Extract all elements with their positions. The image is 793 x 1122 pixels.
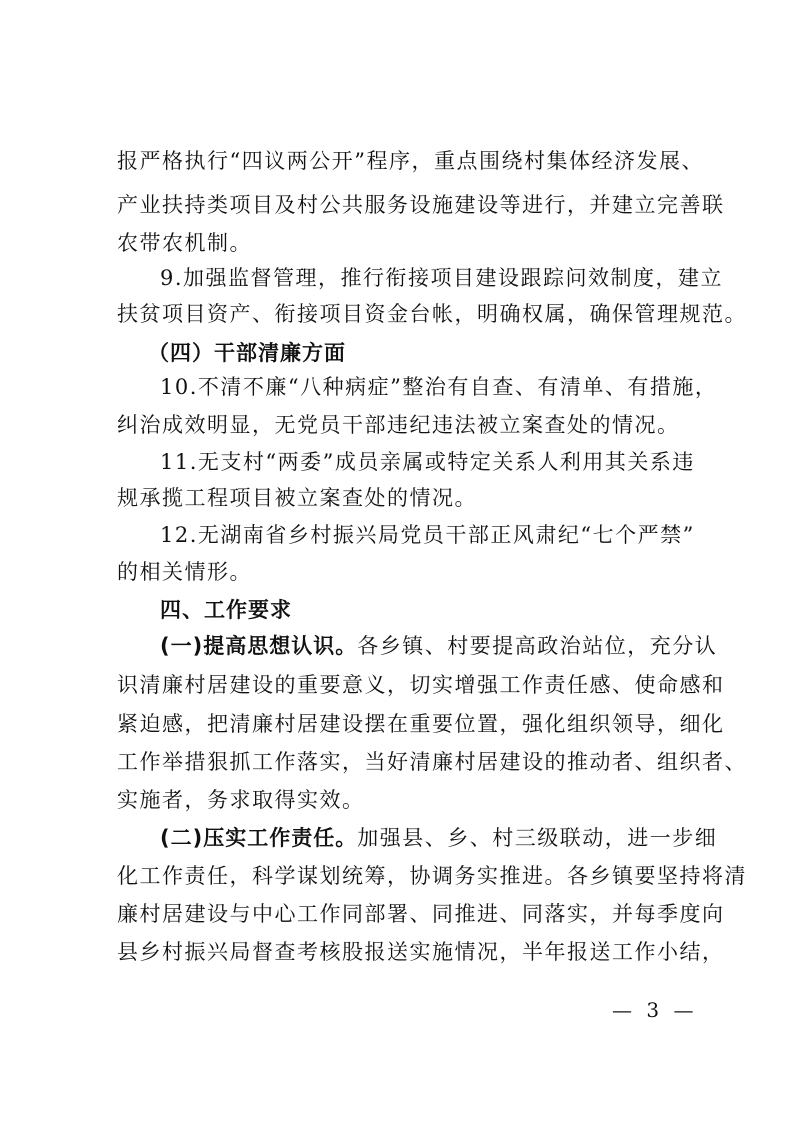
text-line: 的相关情形。	[117, 560, 252, 584]
text-line: 农带农机制。	[117, 231, 252, 255]
text-line: 产业扶持类项目及村公共服务设施建设等进行，并建立完善联	[117, 193, 725, 217]
text-line: 县乡村振兴局督查考核股报送实施情况，半年报送工作小结，	[117, 940, 725, 964]
text-line: 紧迫感，把清廉村居建设摆在重要位置，强化组织领导，细化	[117, 712, 725, 736]
text-line: 工作举措狠抓工作落实，当好清廉村居建设的推动者、组织者、	[117, 750, 747, 774]
text-line: 实施者，务求取得实效。	[117, 788, 365, 812]
text-line: 识清廉村居建设的重要意义，切实增强工作责任感、使命感和	[117, 673, 725, 697]
text-line	[160, 824, 717, 852]
text-line: 规承揽工程项目被立案查处的情况。	[117, 486, 477, 510]
subsection-text: 各乡镇、村要提高政治站位，充分认	[357, 634, 718, 658]
text-line: 9.加强监督管理，推行衔接项目建设跟踪问效制度，建立	[160, 266, 724, 290]
text-line: 11.无支村“两委”成员亲属或特定关系人利用其关系违	[160, 450, 695, 474]
text-line	[160, 632, 717, 660]
section-heading: （四）干部清廉方面	[148, 341, 346, 365]
text-line: 扶贫项目资产、衔接项目资金台帐，明确权属，确保管理规范。	[117, 302, 747, 326]
text-line: 纠治成效明显，无党员干部违纪违法被立案查处的情况。	[117, 413, 680, 437]
text-line: 化工作责任，科学谋划统筹，协调务实推进。各乡镇要坚持将清	[117, 864, 747, 888]
section-heading: 四、工作要求	[160, 598, 292, 622]
text-line: 10.不清不廉“八种病症”整治有自查、有清单、有措施，	[160, 375, 718, 399]
subsection-text: 加强县、乡、村三级联动，进一步细	[357, 826, 718, 850]
subsection-title: (二)压实工作责任。	[160, 826, 358, 850]
text-line: 报严格执行“四议两公开”程序，重点围绕村集体经济发展、	[117, 149, 704, 173]
text-line: 12.无湖南省乡村振兴局党员干部正风肃纪“七个严禁”	[160, 523, 695, 547]
subsection-title: (一)提高思想认识。	[160, 634, 358, 658]
text-line: 廉村居建设与中心工作同部署、同推进、同落实，并每季度向	[117, 902, 725, 926]
page-number: — 3 —	[612, 998, 698, 1022]
